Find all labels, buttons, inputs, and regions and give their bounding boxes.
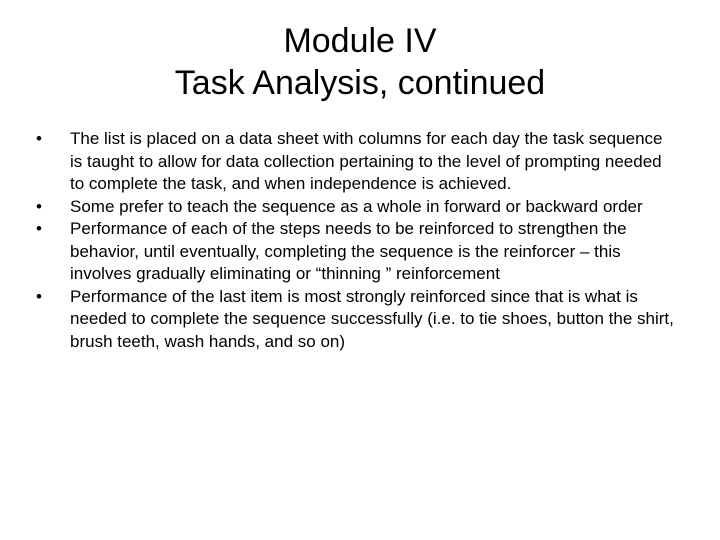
bullet-list — [36, 128, 678, 353]
bullet-text: Performance of the last item is most strongly reinforced since that is what is needed to complete the sequence successfully (i.e. to tie shoes, button the shirt, brush teeth, wash hands, and so on) — [70, 286, 674, 351]
bullet-item — [36, 286, 678, 354]
bullet-item — [36, 218, 678, 286]
bullet-text: Some prefer to teach the sequence as a whole in forward or backward order — [70, 196, 643, 216]
bullet-item — [36, 128, 678, 196]
bullet-dot-icon: • — [36, 129, 42, 148]
bullet-text: Performance of each of the steps needs to be reinforced to strengthen the behavior, until eventually, completing the sequence is the reinforcer – this involves gradually eliminating or “thinning ” reinforcement — [70, 219, 627, 283]
bullet-text: The list is placed on a data sheet with columns for each day the task sequence is taught to allow for data collection pertaining to the level of prompting needed to complete the task, and when independence is achieved. — [70, 129, 663, 193]
bullet-dot-icon: • — [36, 196, 42, 216]
title-line-2: Task Analysis, continued — [174, 64, 546, 102]
title-line-1: Module IV — [283, 22, 437, 60]
slide-title — [60, 20, 660, 104]
bullet-dot-icon: • — [36, 219, 42, 238]
bullet-item — [36, 196, 678, 219]
bullet-dot-icon: • — [36, 286, 42, 306]
